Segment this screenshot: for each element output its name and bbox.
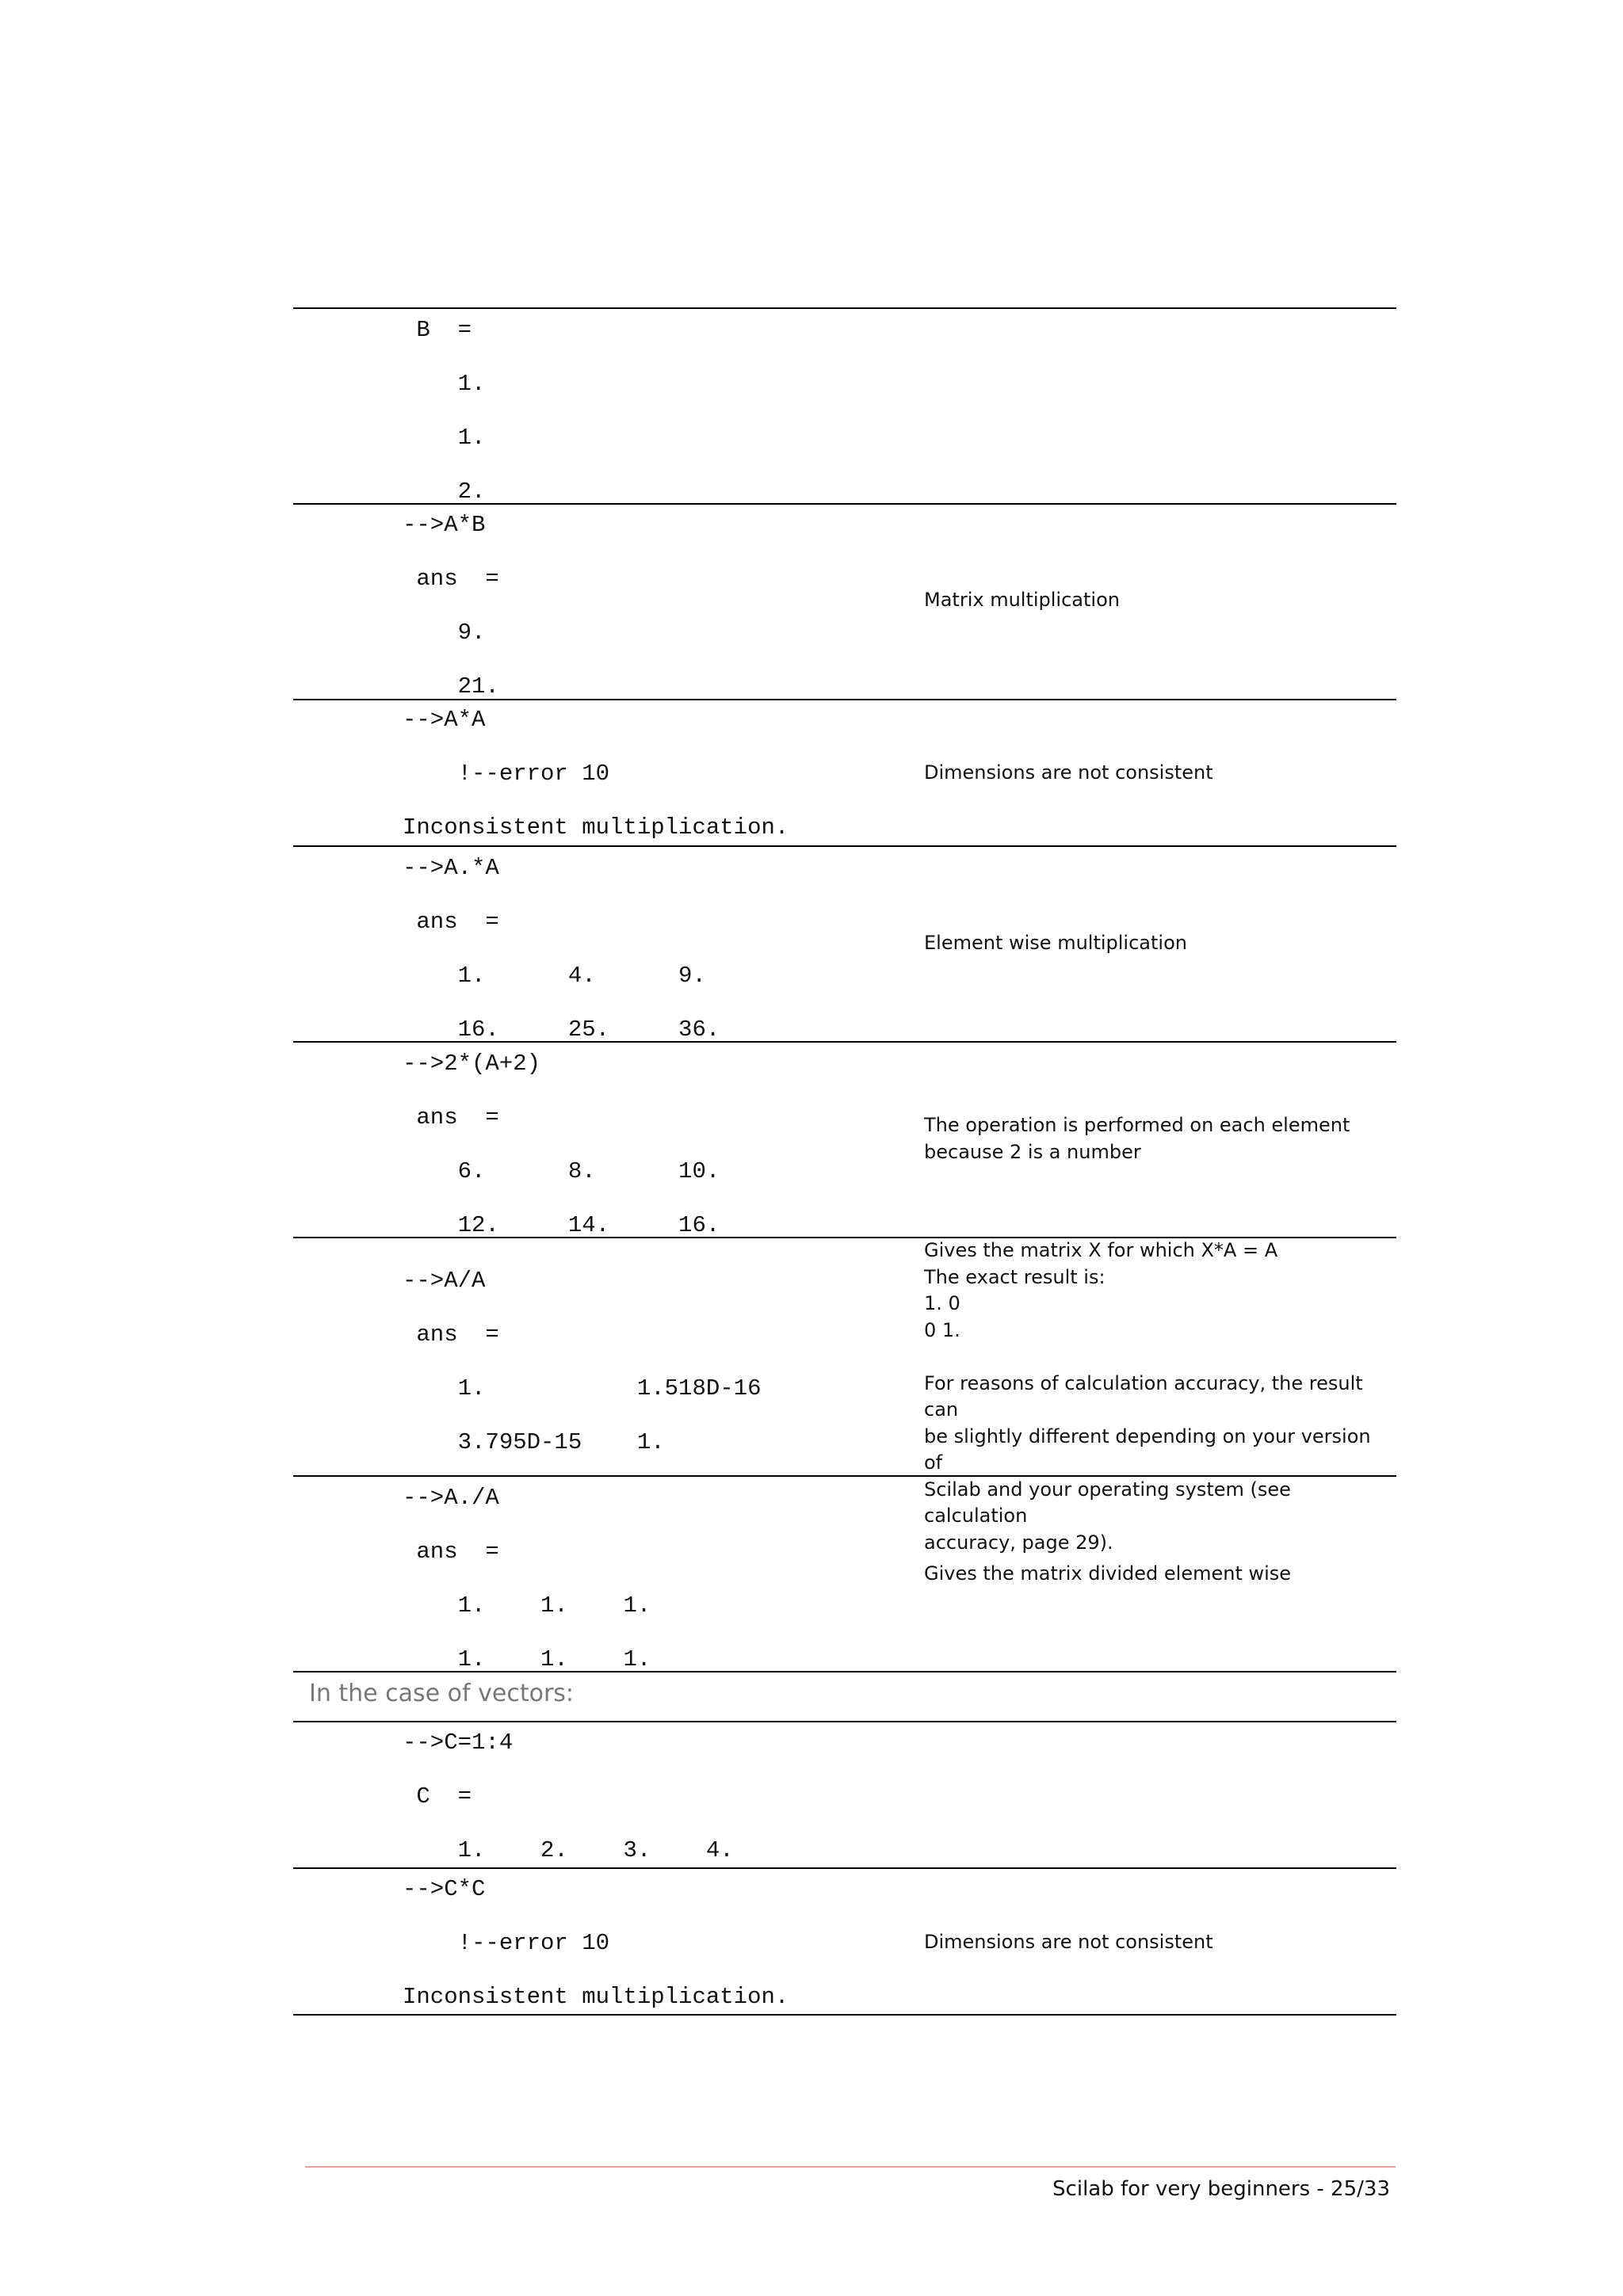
code-line: 1. 4. 9. bbox=[403, 963, 706, 989]
code-line: !--error 10 bbox=[403, 761, 610, 787]
code-line: ans = bbox=[403, 909, 499, 935]
code-line bbox=[403, 539, 499, 566]
code-line: 3.795D-15 1. bbox=[403, 1429, 665, 1455]
code-line bbox=[403, 398, 485, 425]
code-line bbox=[403, 1402, 761, 1429]
row-note: The operation is performed on each element because 2 is a number bbox=[924, 1114, 1350, 1163]
code-line bbox=[403, 452, 485, 479]
code-block bbox=[403, 855, 720, 1043]
code-line: Inconsistent multiplication. bbox=[403, 814, 789, 841]
code-line bbox=[403, 734, 789, 761]
row-note: Gives the matrix divided element wise bbox=[924, 1562, 1292, 1585]
row-note: Matrix multiplication bbox=[924, 589, 1120, 611]
code-line bbox=[403, 646, 499, 673]
code-line: ans = bbox=[403, 1104, 499, 1131]
code-line: B = bbox=[403, 317, 472, 343]
code-block bbox=[403, 317, 485, 505]
code-line: 1. 1. 1. bbox=[403, 1646, 651, 1672]
table-rule bbox=[293, 1867, 1396, 1869]
row-note: Gives the matrix X for which X*A = A The exact result is: 1. 0 0 1. For reasons of calculation accuracy, the result can be slightly different depending on your version of Scilab and your operating system (see calculation accuracy, page 29). bbox=[924, 1239, 1371, 1554]
code-line: -->A*B bbox=[403, 512, 486, 538]
table-rule bbox=[293, 307, 1396, 309]
code-block bbox=[403, 1485, 651, 1673]
code-block bbox=[403, 1730, 734, 1864]
code-line: -->A*A bbox=[403, 707, 486, 733]
code-line: -->A./A bbox=[403, 1485, 499, 1511]
code-block bbox=[403, 512, 499, 700]
code-line bbox=[403, 1957, 789, 1984]
code-block bbox=[403, 1268, 761, 1456]
code-line bbox=[403, 1348, 761, 1375]
code-line: !--error 10 bbox=[403, 1930, 610, 1956]
code-line bbox=[403, 1756, 734, 1783]
code-line: 1. 1.518D-16 bbox=[403, 1375, 762, 1402]
section-subheading: In the case of vectors: bbox=[309, 1680, 575, 1707]
code-line bbox=[403, 1295, 761, 1322]
code-line bbox=[403, 1903, 789, 1930]
code-line: 1. 2. 3. 4. bbox=[403, 1837, 734, 1863]
code-line bbox=[403, 1131, 720, 1158]
code-line: 12. 14. 16. bbox=[403, 1212, 720, 1238]
code-line bbox=[403, 1810, 734, 1837]
code-line: 1. bbox=[403, 425, 486, 451]
code-line: 1. 1. 1. bbox=[403, 1592, 651, 1619]
code-line: 1. bbox=[403, 371, 486, 397]
code-line: 2. bbox=[403, 479, 486, 505]
table-rule bbox=[293, 1721, 1396, 1722]
code-line: C = bbox=[403, 1783, 472, 1810]
code-block bbox=[403, 1876, 789, 2011]
row-note: Dimensions are not consistent bbox=[924, 1931, 1213, 1953]
code-line: ans = bbox=[403, 1322, 499, 1348]
code-line bbox=[403, 990, 720, 1016]
code-block bbox=[403, 1051, 720, 1239]
code-line bbox=[403, 936, 720, 963]
code-line: 6. 8. 10. bbox=[403, 1158, 720, 1184]
row-note: Dimensions are not consistent bbox=[924, 761, 1213, 784]
code-block bbox=[403, 707, 789, 841]
code-line: -->A/A bbox=[403, 1268, 486, 1294]
code-line: Inconsistent multiplication. bbox=[403, 1984, 789, 2010]
code-line: 21. bbox=[403, 673, 499, 700]
table-rule bbox=[293, 845, 1396, 847]
code-line: -->A.*A bbox=[403, 855, 499, 881]
table-rule bbox=[293, 2014, 1396, 2016]
code-line: ans = bbox=[403, 566, 499, 592]
code-line: 9. bbox=[403, 620, 486, 646]
code-line bbox=[403, 788, 789, 814]
code-line: ans = bbox=[403, 1539, 499, 1565]
row-note: Element wise multiplication bbox=[924, 932, 1187, 954]
code-line bbox=[403, 1077, 720, 1104]
code-line bbox=[403, 1566, 651, 1592]
code-line bbox=[403, 1512, 651, 1539]
code-line: -->2*(A+2) bbox=[403, 1051, 541, 1077]
code-line bbox=[403, 593, 499, 620]
code-line bbox=[403, 344, 485, 371]
code-line bbox=[403, 1185, 720, 1212]
code-line: 16. 25. 36. bbox=[403, 1016, 720, 1043]
code-line bbox=[403, 882, 720, 909]
page-footer: Scilab for very beginners - 25/33 bbox=[1052, 2177, 1390, 2201]
code-line bbox=[403, 1619, 651, 1646]
code-line: -->C=1:4 bbox=[403, 1730, 514, 1756]
footer-rule bbox=[305, 2166, 1396, 2168]
code-line: -->C*C bbox=[403, 1876, 486, 1902]
